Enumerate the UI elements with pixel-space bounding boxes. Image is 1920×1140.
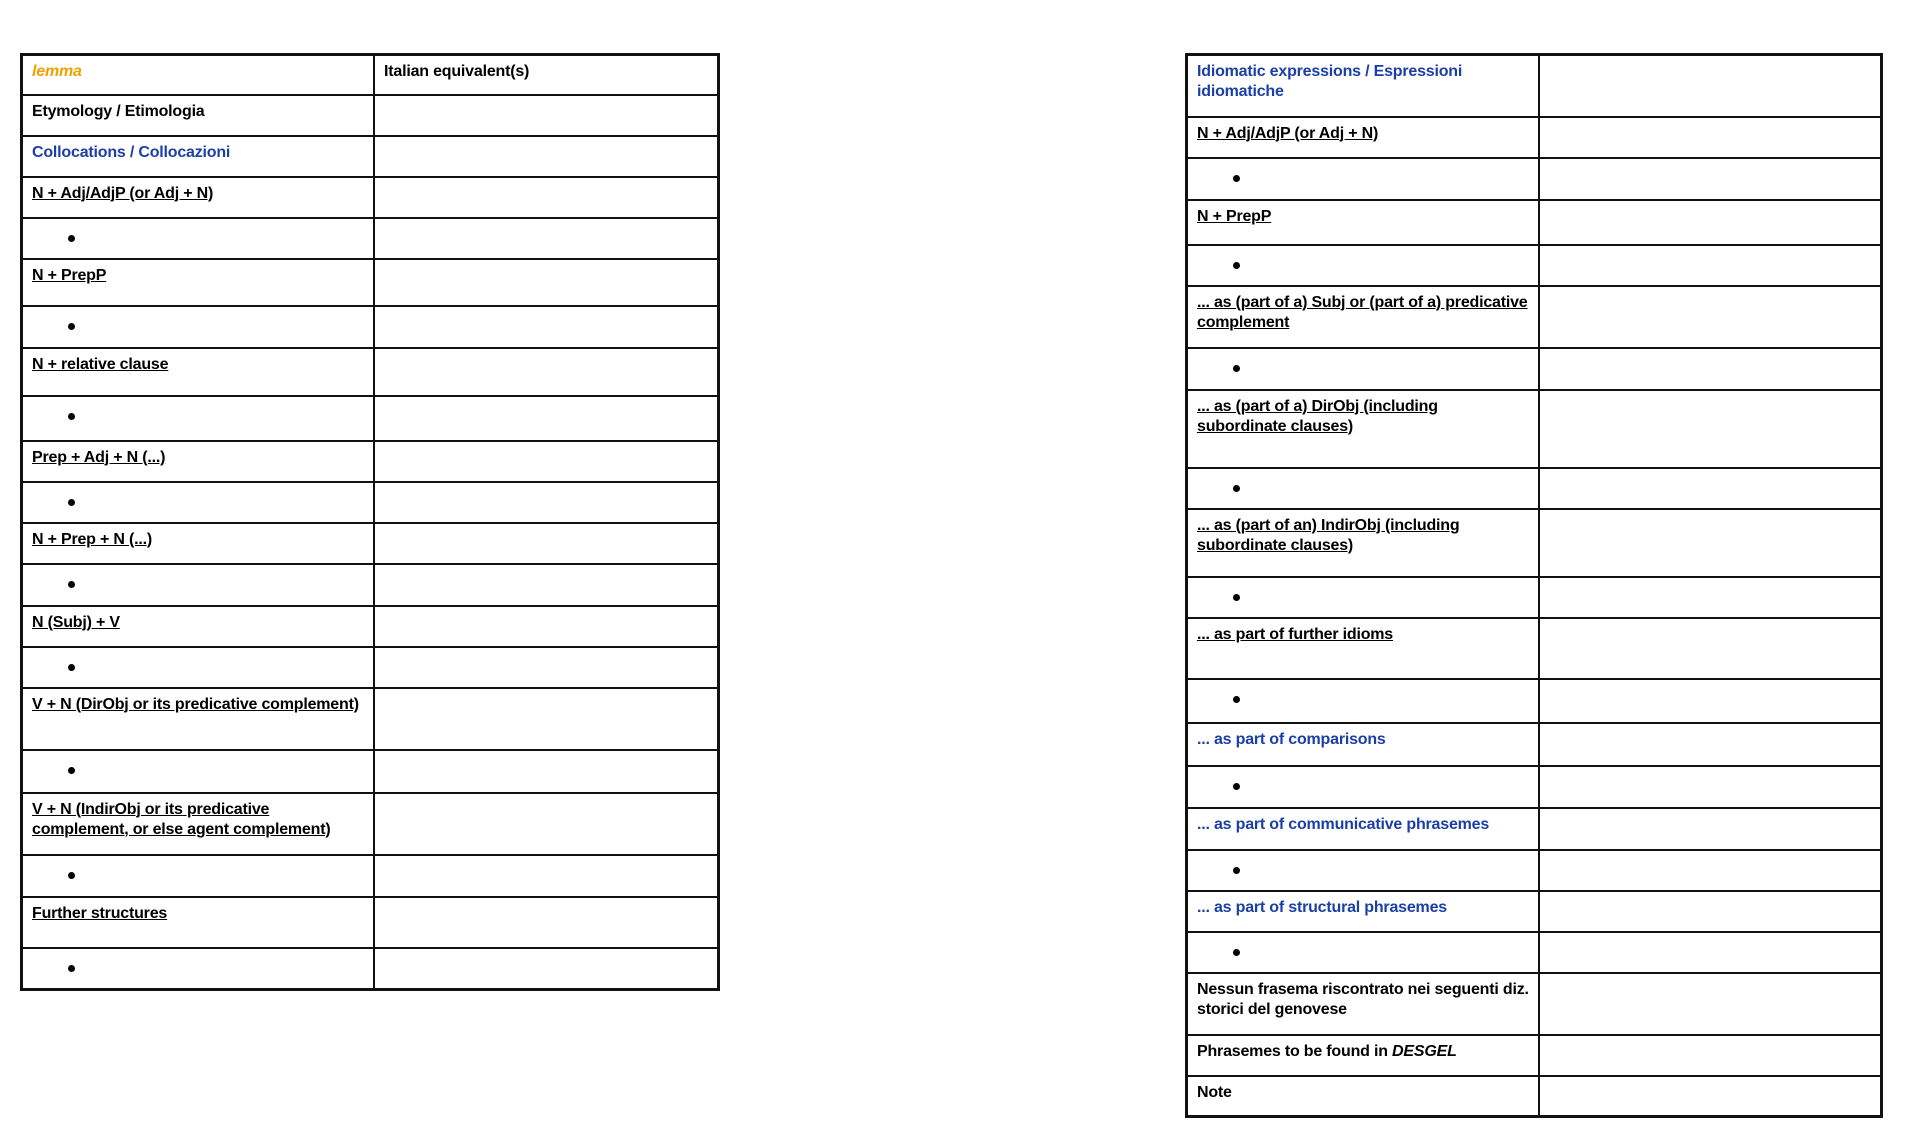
row-label: N + PrepP: [1187, 200, 1540, 245]
row-value[interactable]: [374, 523, 719, 564]
bullet-value[interactable]: [374, 855, 719, 897]
bullet-row: [1187, 766, 1540, 808]
bullet-value[interactable]: [1539, 348, 1882, 390]
bullet-value[interactable]: [374, 218, 719, 259]
bullet-value[interactable]: [374, 564, 719, 606]
bullet-value[interactable]: [1539, 245, 1882, 286]
row-label: ... as (part of an) IndirObj (including subordinate clauses): [1187, 509, 1540, 577]
bullet-row: [22, 948, 375, 990]
bullet-row: [22, 855, 375, 897]
row-value[interactable]: [374, 177, 719, 218]
bullet-value[interactable]: [1539, 850, 1882, 891]
bullet-icon: [68, 965, 75, 972]
bullet-icon: [68, 235, 75, 242]
bullet-value[interactable]: [374, 647, 719, 688]
bullet-value[interactable]: [1539, 577, 1882, 618]
bullet-row: [1187, 850, 1540, 891]
row-value[interactable]: [1539, 891, 1882, 932]
row-value[interactable]: [1539, 200, 1882, 245]
bullet-icon: [1233, 594, 1240, 601]
right-table: [1185, 53, 1883, 1118]
bullet-row: [22, 396, 375, 441]
etymology-value[interactable]: [374, 95, 719, 136]
row-value[interactable]: [1539, 509, 1882, 577]
bullet-icon: [1233, 949, 1240, 956]
row-label: ... as part of structural phrasemes: [1187, 891, 1540, 932]
row-value[interactable]: [1539, 286, 1882, 348]
bullet-icon: [68, 499, 75, 506]
note-value[interactable]: [1539, 1076, 1882, 1117]
row-label: V + N (IndirObj or its predicative complement, or else agent complement): [22, 793, 375, 855]
phrasemes-desgel-value[interactable]: [1539, 1035, 1882, 1076]
bullet-icon: [68, 664, 75, 671]
lemma-label: lemma: [22, 55, 375, 95]
row-value[interactable]: [374, 606, 719, 647]
bullet-value[interactable]: [1539, 679, 1882, 723]
row-value[interactable]: [1539, 117, 1882, 158]
row-label: ... as (part of a) Subj or (part of a) predicative complement: [1187, 286, 1540, 348]
bullet-row: [1187, 348, 1540, 390]
bullet-value[interactable]: [1539, 766, 1882, 808]
bullet-value[interactable]: [374, 948, 719, 990]
bullet-icon: [68, 323, 75, 330]
bullet-icon: [1233, 365, 1240, 372]
bullet-row: [22, 750, 375, 793]
row-label: V + N (DirObj or its predicative complement): [22, 688, 375, 750]
bullet-row: [1187, 679, 1540, 723]
row-label: N + Prep + N (...): [22, 523, 375, 564]
nessun-frasema-label: Nessun frasema riscontrato nei seguenti diz. storici del genovese: [1187, 973, 1540, 1035]
bullet-value[interactable]: [374, 750, 719, 793]
bullet-value[interactable]: [1539, 158, 1882, 200]
collocations-label: Collocations / Collocazioni: [22, 136, 375, 177]
idiomatic-expressions-header: Idiomatic expressions / Espressioni idiomatiche: [1187, 55, 1540, 117]
row-label: Prep + Adj + N (...): [22, 441, 375, 482]
row-value[interactable]: [374, 897, 719, 948]
row-label: N + PrepP: [22, 259, 375, 306]
phrasemes-desgel-label: [1187, 1035, 1540, 1076]
row-value[interactable]: [374, 441, 719, 482]
bullet-icon: [1233, 262, 1240, 269]
bullet-icon: [68, 872, 75, 879]
row-label: ... as part of communicative phrasemes: [1187, 808, 1540, 850]
bullet-row: [1187, 932, 1540, 973]
bullet-icon: [1233, 175, 1240, 182]
etymology-label: Etymology / Etimologia: [22, 95, 375, 136]
bullet-row: [22, 564, 375, 606]
left-table: [20, 53, 720, 991]
bullet-icon: [68, 581, 75, 588]
bullet-row: [22, 306, 375, 348]
row-value[interactable]: [374, 688, 719, 750]
bullet-value[interactable]: [374, 306, 719, 348]
row-label: N (Subj) + V: [22, 606, 375, 647]
row-value[interactable]: [1539, 723, 1882, 766]
bullet-row: [1187, 245, 1540, 286]
bullet-icon: [1233, 696, 1240, 703]
row-value[interactable]: [374, 259, 719, 306]
row-label: N + Adj/AdjP (or Adj + N): [22, 177, 375, 218]
bullet-row: [1187, 577, 1540, 618]
row-value[interactable]: [374, 348, 719, 396]
bullet-row: [1187, 468, 1540, 509]
bullet-icon: [68, 767, 75, 774]
bullet-icon: [1233, 783, 1240, 790]
row-value[interactable]: [374, 793, 719, 855]
row-label: Further structures: [22, 897, 375, 948]
bullet-value[interactable]: [374, 396, 719, 441]
row-value[interactable]: [1539, 390, 1882, 468]
phrasemes-prefix: Phrasemes to be found in: [1197, 1042, 1393, 1060]
collocations-value[interactable]: [374, 136, 719, 177]
row-label: N + Adj/AdjP (or Adj + N): [1187, 117, 1540, 158]
row-value[interactable]: [1539, 618, 1882, 679]
bullet-icon: [1233, 485, 1240, 492]
idiomatic-expressions-value[interactable]: [1539, 55, 1882, 117]
desgel-title: DESGEL: [1392, 1042, 1457, 1060]
bullet-row: [22, 218, 375, 259]
row-label: ... as part of further idioms: [1187, 618, 1540, 679]
bullet-value[interactable]: [1539, 468, 1882, 509]
bullet-value[interactable]: [1539, 932, 1882, 973]
row-label: N + relative clause: [22, 348, 375, 396]
bullet-value[interactable]: [374, 482, 719, 523]
row-label: ... as (part of a) DirObj (including subordinate clauses): [1187, 390, 1540, 468]
bullet-row: [22, 482, 375, 523]
bullet-icon: [68, 413, 75, 420]
bullet-row: [1187, 158, 1540, 200]
italian-equivalents-header: Italian equivalent(s): [374, 55, 719, 95]
row-label: ... as part of comparisons: [1187, 723, 1540, 766]
bullet-row: [22, 647, 375, 688]
nessun-frasema-value[interactable]: [1539, 973, 1882, 1035]
note-label: Note: [1187, 1076, 1540, 1117]
bullet-icon: [1233, 867, 1240, 874]
row-value[interactable]: [1539, 808, 1882, 850]
